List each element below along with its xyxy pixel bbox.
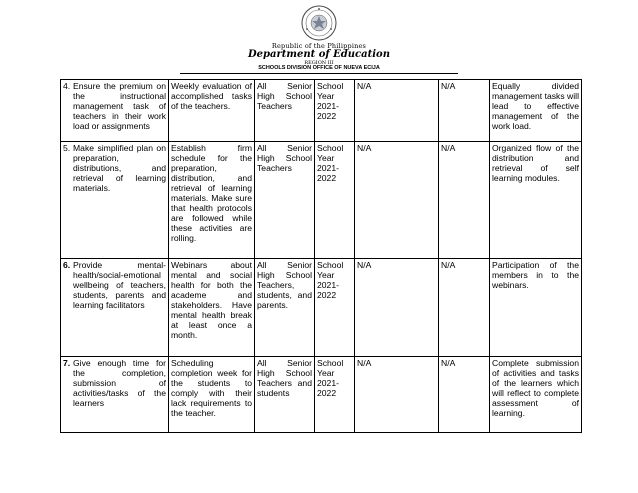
budget-cell: N/A [355,259,439,357]
source-cell: N/A [439,80,490,142]
strategy-text: Ensure the premium on the instructional management task of teachers in their work load or assignments [73,81,166,131]
region-text: REGION III [304,60,334,66]
table-row [61,357,582,433]
indicator-cell: Organized flow of the distribution and retrieval of self learning modules. [490,142,582,259]
table-row [61,142,582,259]
strategy-text: Provide mental-health/social-emotional wellbeing of teachers, students, parents and learning facilitators [73,260,166,310]
persons-cell: All Senior High School Teachers [255,142,315,259]
indicator-cell: Equally divided management tasks will lead to effective management of the work load. [490,80,582,142]
budget-cell: N/A [355,80,439,142]
budget-cell: N/A [355,142,439,259]
republic-text: Republic of the Philippines [271,42,367,50]
row-number: 4. [63,81,71,91]
time-cell: School Year 2021-2022 [315,357,355,433]
deped-seal-icon [301,5,337,41]
persons-cell: All Senior High School Teachers, students, and parents. [255,259,315,357]
time-cell: School Year 2021-2022 [315,142,355,259]
action-plan-table [60,79,582,433]
letterhead [0,0,638,70]
strategy-text: Make simplified plan on preparation, distributions, and retrieval of learning materials. [73,143,166,193]
table-row [61,80,582,142]
indicator-cell: Participation of the members in to the webinars. [490,259,582,357]
activities-cell: Scheduling completion week for the students to comply with their lack requirements to the teacher. [169,357,255,433]
division-text: SCHOOLS DIVISION OFFICE OF NUEVA ECIJA [258,65,380,71]
activities-cell: Establish firm schedule for the preparation, distribution, and retrieval of learning materials. Make sure that health protocols are followed while these activities are rolling. [169,142,255,259]
source-cell: N/A [439,259,490,357]
header-divider [180,73,458,74]
strategy-cell [61,259,169,357]
source-cell: N/A [439,142,490,259]
strategy-text: Give enough time for the completion, submission of activities/tasks of the learners [73,358,166,408]
table-row [61,259,582,357]
row-number: 6. [63,260,71,270]
persons-cell: All Senior High School Teachers [255,80,315,142]
strategy-cell [61,142,169,259]
indicator-cell: Complete submission of activities and tasks of the learners which will reflect to complete assessment of learning. [490,357,582,433]
row-number: 5. [63,143,71,153]
row-number: 7. [63,358,71,368]
persons-cell: All Senior High School Teachers and students [255,357,315,433]
strategy-cell [61,357,169,433]
source-cell: N/A [439,357,490,433]
activities-cell: Weekly evaluation of accomplished tasks of the teachers. [169,80,255,142]
time-cell: School Year 2021-2022 [315,259,355,357]
activities-cell: Webinars about mental and social health for both the academe and stakeholders. Have mental health break at least once a month. [169,259,255,357]
strategy-cell [61,80,169,142]
department-title: Department of Education [248,49,390,60]
budget-cell: N/A [355,357,439,433]
time-cell: School Year 2021-2022 [315,80,355,142]
